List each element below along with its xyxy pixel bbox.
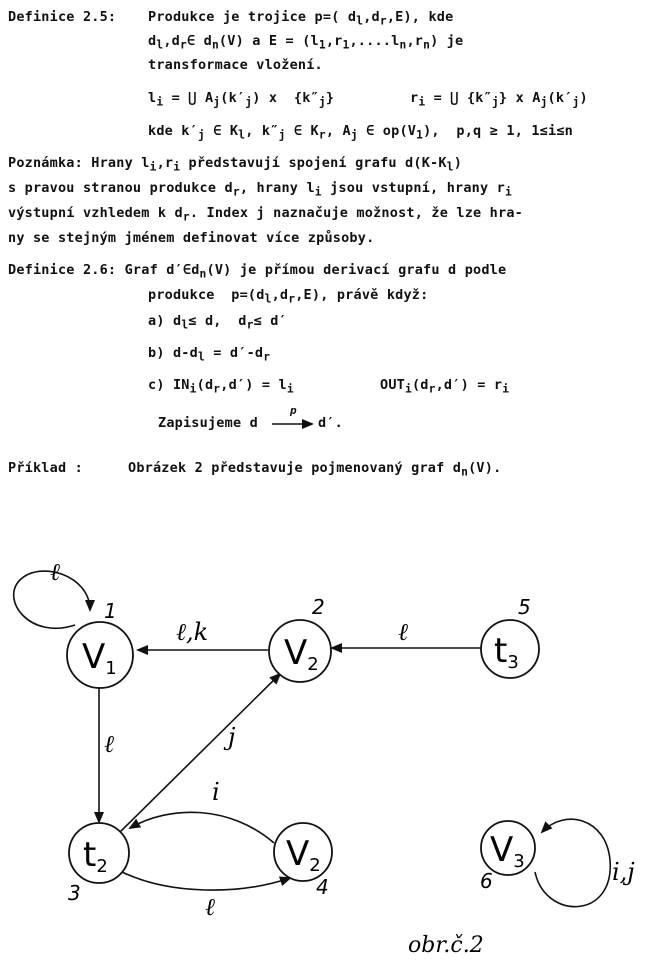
node-number: 1 <box>104 599 117 623</box>
edge-label: j <box>228 723 236 751</box>
text-line: s pravou stranou produkce $d_r$, hrany $l_i$ jsou vstupní, hrany $r_i$ <box>8 180 512 199</box>
node-number: 3 <box>68 881 81 905</box>
text-line: Příklad : <box>8 460 83 476</box>
text-line: Poznámka: Hrany $l_i,r_i$ představují spojení grafu $d(K-K_l)$ <box>8 155 463 174</box>
text-line: ny se stejným jménem definovat více způsoby. <box>8 230 375 246</box>
arrow-label: p <box>290 404 297 417</box>
edge-t2-v2 <box>120 674 280 832</box>
text-line: $d_l,d_r\in$ $d_n(V)$ a $E = (l_1,r_1,....l_n,r_n)$ je <box>148 33 464 52</box>
graph-node <box>481 595 539 678</box>
edge-v2b-t2 <box>130 812 274 843</box>
edge-label: ℓ <box>398 618 408 646</box>
graph-node <box>68 823 129 905</box>
text-line: produkce $p=(d_l,d_r,E)$, právě když: <box>148 287 429 306</box>
text-line: výstupní vzhledem k $d_r$. Index j naznačuje možnost, že lze hra- <box>8 205 523 224</box>
edge-label: ℓ <box>205 893 215 921</box>
node-number: 4 <box>316 875 329 899</box>
text-line: Produkce je trojice p=( $d_l,d_r,E$), kde <box>148 9 454 28</box>
graph-node <box>274 823 332 899</box>
definition-label: Definice 2.5: <box>8 9 117 25</box>
graph-node <box>480 821 535 893</box>
edge-label: ℓ,k <box>176 618 209 646</box>
node-label: V2 <box>286 834 321 876</box>
text-line: $OUT_i(d_r,d') = r_i$ <box>380 377 510 396</box>
text-line: transformace vložení. <box>148 57 323 73</box>
node-label: t3 <box>494 631 519 673</box>
text-line: Obrázek 2 představuje pojmenovaný graf $d_n(V)$. <box>128 460 502 479</box>
graph-node <box>67 599 133 688</box>
text-line: a) $d_l\le d$, $d_r\le d'$ <box>148 313 287 332</box>
formula-line: $r_i$ = ⋃ $\{k''_j\}$ x $A_j(k'_j)$ <box>410 90 588 109</box>
node-number: 6 <box>480 869 493 893</box>
figure-caption: obr.č.2 <box>408 933 484 958</box>
text-line: c) $IN_i(d_r,d') = l_i$ <box>148 377 294 396</box>
text-line: b) $d-d_l = d'-d_r$ <box>148 345 271 364</box>
node-number: 2 <box>312 595 325 619</box>
text-line: d′. <box>318 415 343 431</box>
node-label: V3 <box>490 830 525 872</box>
graph-node <box>269 595 331 682</box>
text-line: Definice 2.6: Graf $d'\in d_n(V)$ je přímou derivací grafu d podle <box>8 262 507 281</box>
node-label: t2 <box>83 835 108 877</box>
node-label: V1 <box>82 637 117 679</box>
edge-label: ℓ <box>50 558 60 586</box>
node-label: V2 <box>284 633 319 675</box>
node-number: 5 <box>518 595 531 619</box>
edge-label: ℓ <box>104 730 114 758</box>
edge-label: i <box>212 778 220 806</box>
edge-loop-v3 <box>535 819 610 906</box>
edge-t2-v2b <box>122 872 290 890</box>
formula-line: $l_i$ = ⋃ $A_j(k'_j)$ x $\{k''_j\}$ <box>148 90 335 109</box>
text-line: kde $k'_j$ ∈ $K_l$, $k''_j$ ∈ $K_r$, $A_j$ ∈ $op(V_1)$, p,q ≥ 1, 1≤i≤n <box>148 123 573 142</box>
edge-label: i,j <box>612 858 635 886</box>
text-line: Zapisujeme d <box>158 415 258 431</box>
